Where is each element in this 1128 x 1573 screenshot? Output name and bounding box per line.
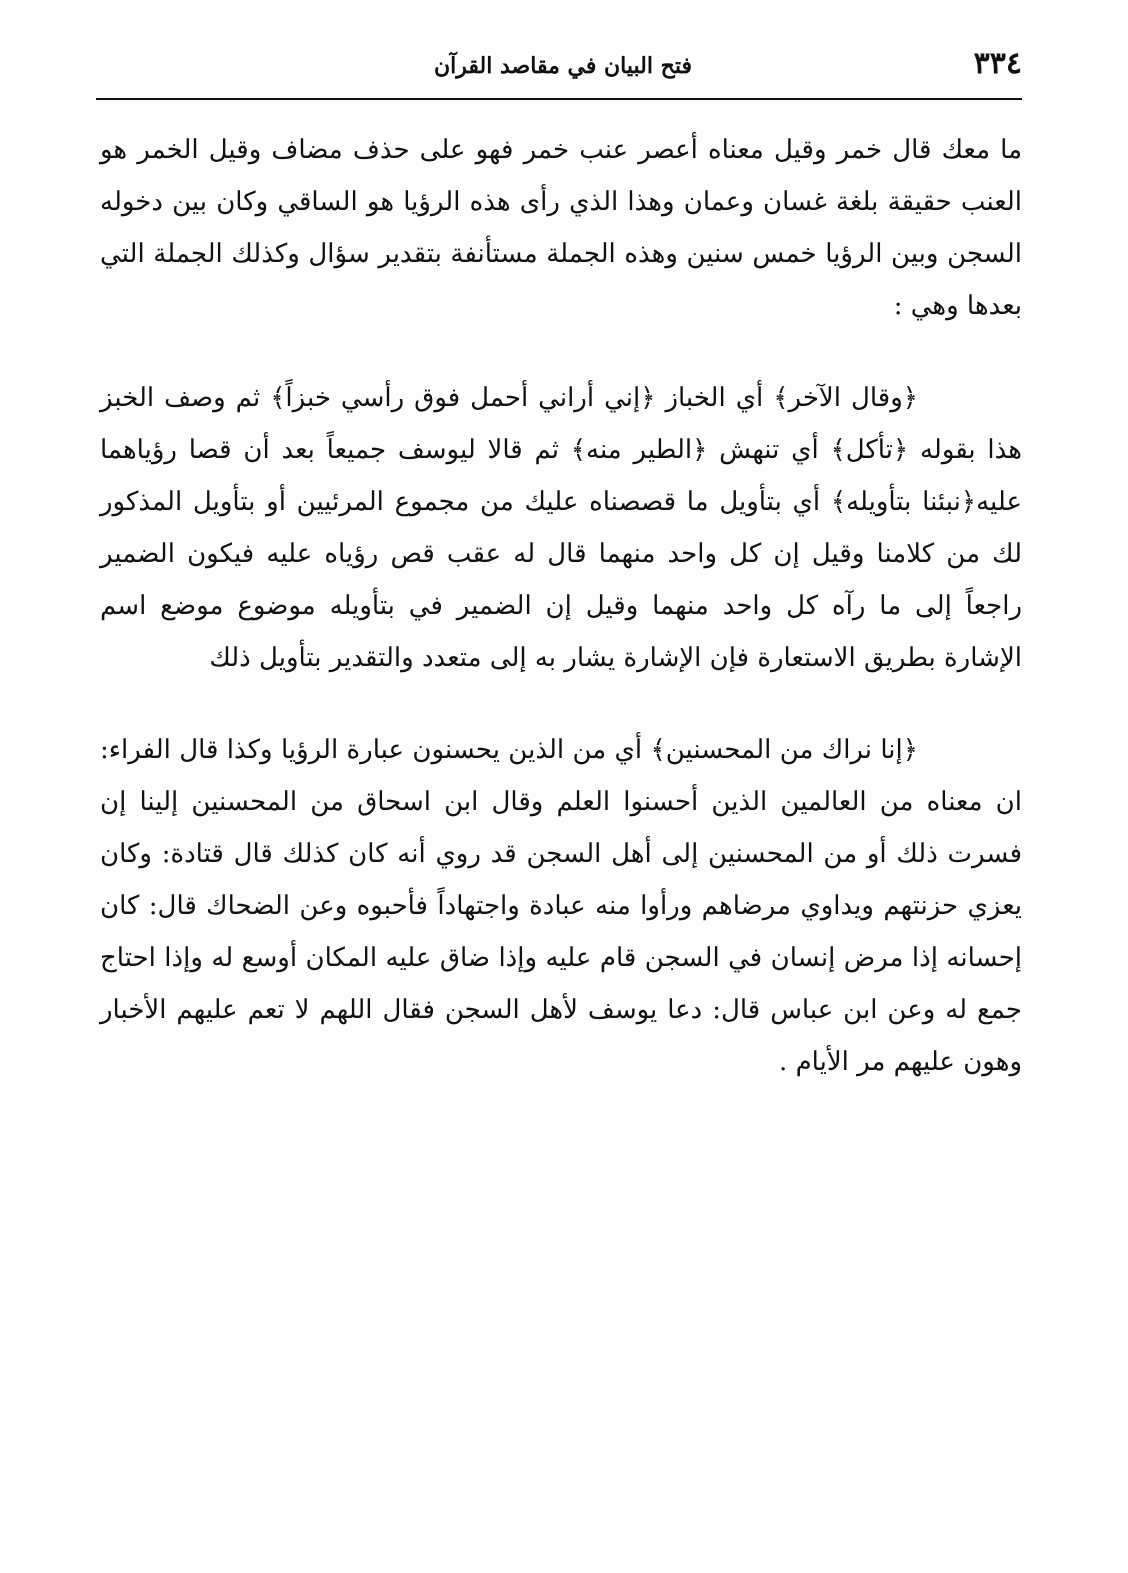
paragraph-2: ﴿وقال الآخر﴾ أي الخباز ﴿إني أراني أحمل فوق رأسي خبزاً﴾ ثم وصف الخبز هذا بقوله ﴿تأكل﴾ أي تنهش ﴿الطير منه﴾ ثم قالا ليوسف جميعاً بعد أن قصا رؤياهما عليه﴿نبئنا بتأويله﴾ أي بتأويل ما قصصناه عليك من مجموع المرئيين أو بتأويل المذكور لك من كلامنا وقيل إن كل واحد منهما قال له عقب قص رؤياه عليه فيكون الضمير راجعاً إلى ما رآه كل واحد منهما وقيل إن الضمير في بتأويله موضوع موضع اسم الإشارة بطريق الاستعارة فإن الإشارة يشار به إلى متعدد والتقدير بتأويل ذلك	[100, 383, 1022, 673]
paragraph-1: ما معك قال خمر وقيل معناه أعصر عنب خمر فهو على حذف مضاف وقيل الخمر هو العنب حقيقة بلغة غسان وعمان وهذا الذي رأى هذه الرؤيا هو الساقي وكان بين دخوله السجن وبين الرؤيا خمس سنين وهذه الجملة مستأنفة بتقدير سؤال وكذلك الجملة التي بعدها وهي :	[100, 135, 1022, 321]
paragraph-3: ﴿إنا نراك من المحسنين﴾ أي من الذين يحسنون عبارة الرؤيا وكذا قال الفراء: ان معناه من العالمين الذين أحسنوا العلم وقال ابن اسحاق من المحسنين إلينا إن فسرت ذلك أو من المحسنين إلى أهل السجن قد روي أنه كان كذلك قال قتادة: وكان يعزي حزنتهم ويداوي مرضاهم ورأوا منه عبادة واجتهاداً فأحبوه وعن الضحاك قال: كان إحسانه إذا مرض إنسان في السجن قام عليه وإذا ضاق عليه المكان أوسع له وإذا احتاج جمع له وعن ابن عباس قال: دعا يوسف لأهل السجن فقال اللهم لا تعم عليهم الأخبار وهون عليهم مر الأيام .	[100, 735, 1022, 1077]
running-header	[96, 36, 1022, 100]
running-title: فتح البيان في مقاصد القرآن	[434, 53, 692, 79]
body-text	[100, 124, 1022, 1128]
page-number: ٣٣٤	[973, 46, 1022, 81]
